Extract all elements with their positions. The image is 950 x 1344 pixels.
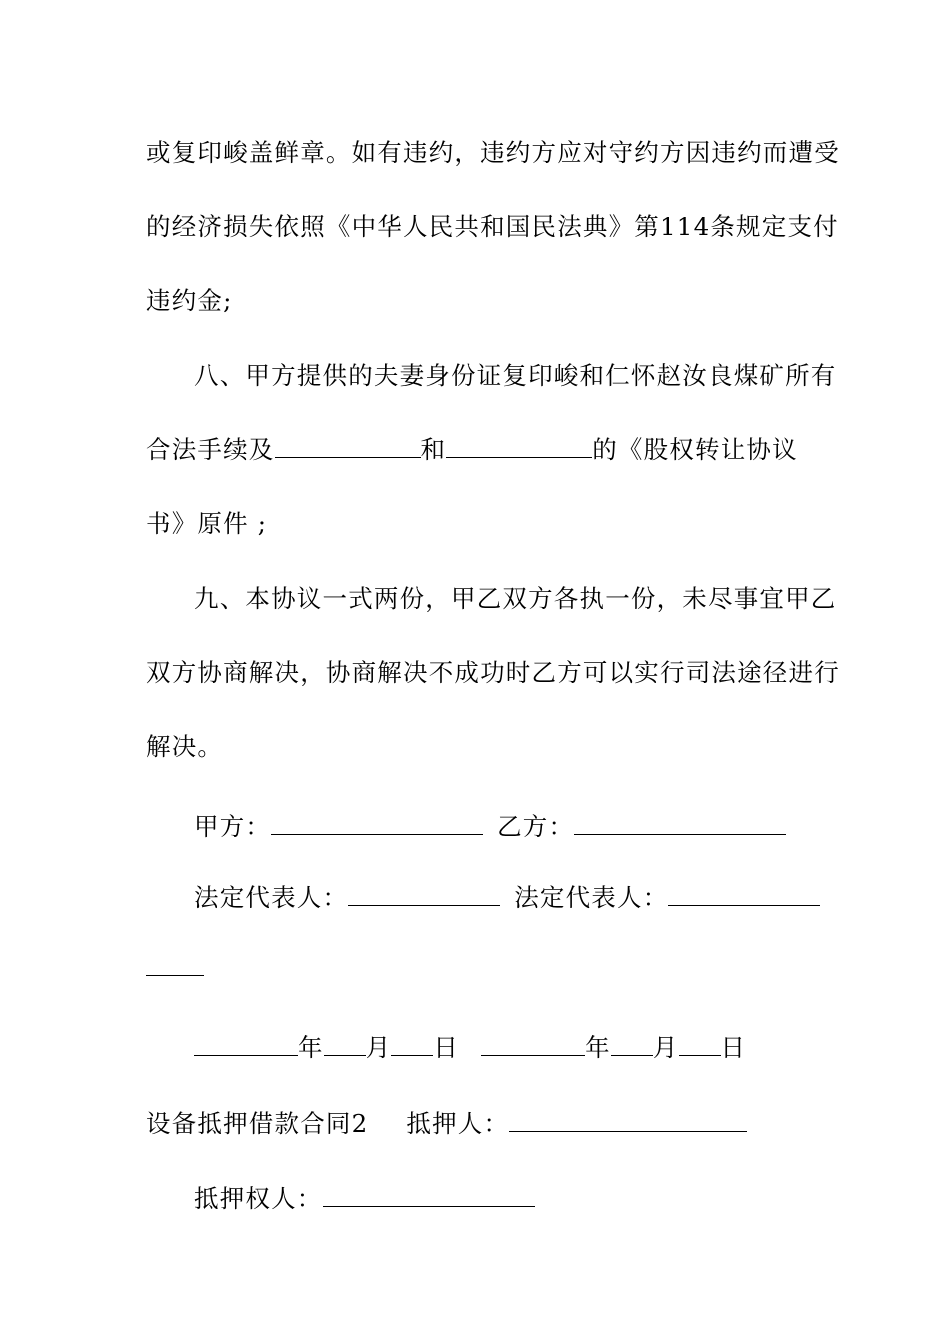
month-a-label: 月 — [365, 1033, 392, 1062]
para8-text-b: 和 — [420, 435, 447, 464]
para8-line1: 八、甲方提供的夫妻身份证复印峻和仁怀赵汝良煤矿所有 — [194, 361, 837, 390]
month-a-blank — [324, 1033, 366, 1056]
day-a-label: 日 — [433, 1033, 460, 1062]
rep-b-blank-continued — [146, 953, 204, 976]
party-a-label: 甲方： — [194, 812, 272, 841]
blank-line — [275, 435, 421, 458]
rep-a-blank — [348, 883, 500, 906]
mortgagee-blank — [323, 1184, 535, 1207]
rep-a-label: 法定代表人： — [194, 883, 349, 912]
mortgagee-label: 抵押权人： — [194, 1184, 323, 1213]
blank-line — [446, 435, 592, 458]
para9-line1: 九、本协议一式两份，甲乙双方各执一份，未尽事宜甲乙 — [194, 584, 837, 613]
para8-line2 — [146, 434, 798, 466]
month-b-label: 月 — [652, 1033, 679, 1062]
day-b-label: 日 — [720, 1033, 747, 1062]
para8-text-c: 的《股权转让协议 — [592, 435, 798, 464]
para7-line1: 或复印峻盖鲜章。如有违约，违约方应对守约方因违约而遭受 — [146, 138, 840, 167]
mortgagor-label: 抵押人： — [406, 1109, 510, 1138]
month-b-blank — [611, 1033, 653, 1056]
para8-line3: 书》原件 ; — [146, 509, 268, 538]
contract2-title: 设备抵押借款合同2 — [146, 1109, 369, 1138]
para8-text-a: 合法手续及 — [146, 435, 275, 464]
day-a-blank — [391, 1033, 433, 1056]
party-line — [194, 811, 786, 843]
party-b-blank — [574, 812, 786, 835]
contract2-line — [146, 1108, 747, 1140]
party-a-blank — [271, 812, 483, 835]
rep-line — [194, 882, 820, 914]
para9-line2: 双方协商解决，协商解决不成功时乙方可以实行司法途径进行 — [146, 658, 840, 687]
para9-line3: 解决。 — [146, 732, 224, 761]
mortgagee-line — [194, 1183, 535, 1215]
party-b-label: 乙方： — [497, 812, 575, 841]
year-b-blank — [481, 1033, 585, 1056]
rep-b-label: 法定代表人： — [514, 883, 669, 912]
rep-b-blank-wrap — [146, 952, 204, 984]
mortgagor-blank — [509, 1109, 747, 1132]
day-b-blank — [679, 1033, 721, 1056]
year-a-blank — [194, 1033, 298, 1056]
para7-line3: 违约金; — [146, 286, 233, 315]
date-line — [194, 1032, 746, 1064]
year-a-label: 年 — [298, 1033, 324, 1062]
year-b-label: 年 — [585, 1033, 611, 1062]
para7-line2: 的经济损失依照《中华人民共和国民法典》第114条规定支付 — [146, 212, 839, 241]
rep-b-blank — [668, 883, 820, 906]
